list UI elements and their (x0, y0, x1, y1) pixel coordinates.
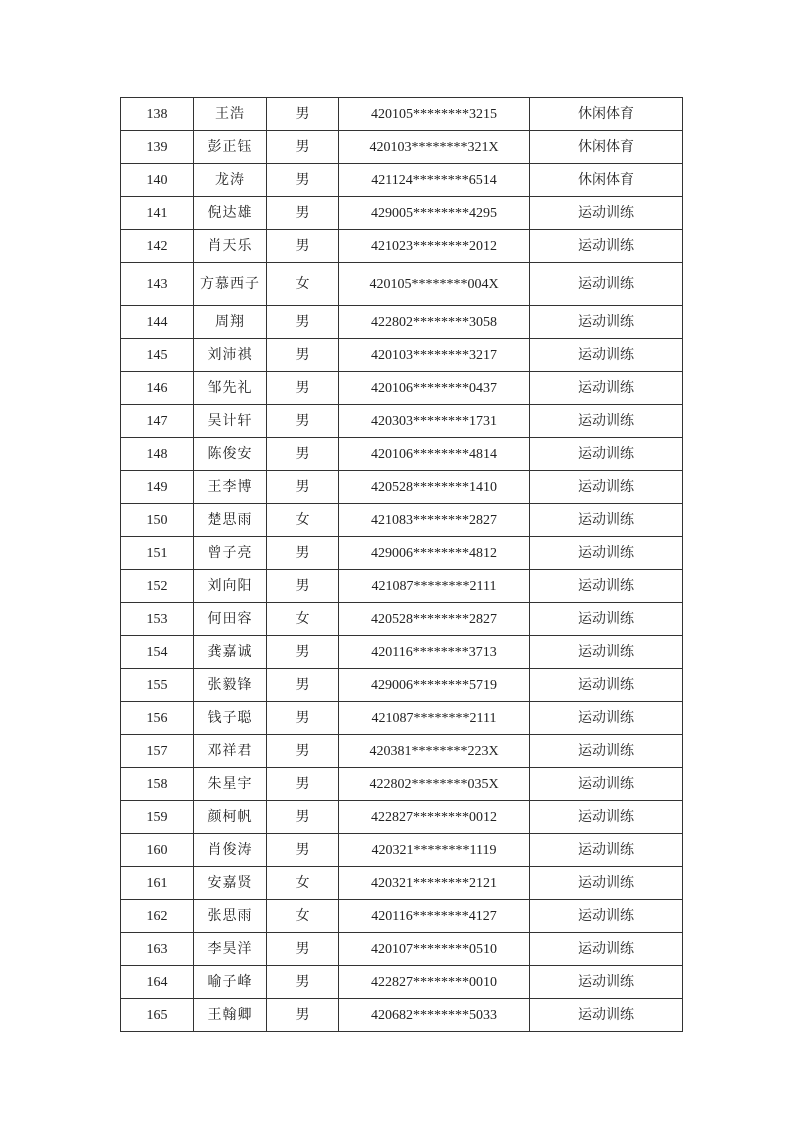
gender-cell: 男 (267, 768, 339, 801)
major-cell: 运动训练 (530, 999, 683, 1032)
student-name: 朱星宇 (194, 768, 267, 801)
student-name: 张思雨 (194, 900, 267, 933)
table-row (121, 999, 683, 1032)
row-number: 160 (121, 834, 194, 867)
gender-cell: 男 (267, 197, 339, 230)
id-number: 429006********5719 (339, 669, 530, 702)
gender-cell: 男 (267, 537, 339, 570)
row-number: 147 (121, 405, 194, 438)
major-cell: 运动训练 (530, 636, 683, 669)
major-cell: 运动训练 (530, 230, 683, 263)
student-name: 刘沛祺 (194, 339, 267, 372)
table-row (121, 230, 683, 263)
student-name: 倪达雄 (194, 197, 267, 230)
table-row (121, 735, 683, 768)
row-number: 157 (121, 735, 194, 768)
id-number: 421124********6514 (339, 164, 530, 197)
row-number: 151 (121, 537, 194, 570)
major-cell: 运动训练 (530, 405, 683, 438)
gender-cell: 男 (267, 999, 339, 1032)
row-number: 154 (121, 636, 194, 669)
gender-cell: 男 (267, 801, 339, 834)
id-number: 420381********223X (339, 735, 530, 768)
id-number: 420106********0437 (339, 372, 530, 405)
gender-cell: 男 (267, 405, 339, 438)
id-number: 429005********4295 (339, 197, 530, 230)
id-number: 420103********3217 (339, 339, 530, 372)
row-number: 138 (121, 98, 194, 131)
student-name: 李昊洋 (194, 933, 267, 966)
gender-cell: 男 (267, 131, 339, 164)
major-cell: 运动训练 (530, 438, 683, 471)
major-cell: 运动训练 (530, 834, 683, 867)
student-name: 王翰卿 (194, 999, 267, 1032)
id-number: 420103********321X (339, 131, 530, 164)
student-name: 吴计轩 (194, 405, 267, 438)
major-cell: 运动训练 (530, 197, 683, 230)
gender-cell: 男 (267, 98, 339, 131)
id-number: 420303********1731 (339, 405, 530, 438)
table-row (121, 669, 683, 702)
row-number: 144 (121, 306, 194, 339)
student-name: 楚思雨 (194, 504, 267, 537)
table-row (121, 768, 683, 801)
id-number: 421087********2111 (339, 702, 530, 735)
row-number: 164 (121, 966, 194, 999)
gender-cell: 女 (267, 900, 339, 933)
roster-body (121, 98, 683, 1032)
student-name: 王李博 (194, 471, 267, 504)
row-number: 165 (121, 999, 194, 1032)
gender-cell: 男 (267, 372, 339, 405)
table-row (121, 98, 683, 131)
major-cell: 运动训练 (530, 669, 683, 702)
id-number: 429006********4812 (339, 537, 530, 570)
major-cell: 运动训练 (530, 900, 683, 933)
gender-cell: 女 (267, 867, 339, 900)
row-number: 143 (121, 263, 194, 306)
row-number: 152 (121, 570, 194, 603)
major-cell: 运动训练 (530, 504, 683, 537)
gender-cell: 男 (267, 735, 339, 768)
gender-cell: 男 (267, 933, 339, 966)
table-row (121, 570, 683, 603)
gender-cell: 男 (267, 471, 339, 504)
major-cell: 运动训练 (530, 372, 683, 405)
row-number: 141 (121, 197, 194, 230)
student-name: 何田容 (194, 603, 267, 636)
row-number: 163 (121, 933, 194, 966)
row-number: 158 (121, 768, 194, 801)
major-cell: 运动训练 (530, 735, 683, 768)
student-name: 龚嘉诚 (194, 636, 267, 669)
id-number: 420682********5033 (339, 999, 530, 1032)
table-row (121, 372, 683, 405)
gender-cell: 男 (267, 438, 339, 471)
row-number: 155 (121, 669, 194, 702)
major-cell: 运动训练 (530, 603, 683, 636)
student-name: 张毅锋 (194, 669, 267, 702)
table-row (121, 131, 683, 164)
gender-cell: 男 (267, 339, 339, 372)
id-number: 420528********1410 (339, 471, 530, 504)
gender-cell: 女 (267, 504, 339, 537)
major-cell: 运动训练 (530, 306, 683, 339)
id-number: 422802********035X (339, 768, 530, 801)
id-number: 421083********2827 (339, 504, 530, 537)
id-number: 420107********0510 (339, 933, 530, 966)
row-number: 162 (121, 900, 194, 933)
table-row (121, 197, 683, 230)
major-cell: 休闲体育 (530, 131, 683, 164)
gender-cell: 男 (267, 702, 339, 735)
gender-cell: 男 (267, 669, 339, 702)
major-cell: 运动训练 (530, 471, 683, 504)
id-number: 420528********2827 (339, 603, 530, 636)
major-cell: 运动训练 (530, 966, 683, 999)
table-row (121, 636, 683, 669)
student-name: 邹先礼 (194, 372, 267, 405)
student-name: 肖俊涛 (194, 834, 267, 867)
id-number: 421087********2111 (339, 570, 530, 603)
row-number: 146 (121, 372, 194, 405)
id-number: 420116********4127 (339, 900, 530, 933)
id-number: 420321********2121 (339, 867, 530, 900)
table-row (121, 339, 683, 372)
student-roster-table (120, 97, 683, 1032)
id-number: 420116********3713 (339, 636, 530, 669)
id-number: 422827********0010 (339, 966, 530, 999)
table-row (121, 867, 683, 900)
gender-cell: 男 (267, 306, 339, 339)
major-cell: 休闲体育 (530, 98, 683, 131)
id-number: 420105********004X (339, 263, 530, 306)
table-row (121, 504, 683, 537)
major-cell: 运动训练 (530, 339, 683, 372)
row-number: 145 (121, 339, 194, 372)
row-number: 161 (121, 867, 194, 900)
student-name: 陈俊安 (194, 438, 267, 471)
gender-cell: 男 (267, 834, 339, 867)
student-name: 钱子聪 (194, 702, 267, 735)
student-name: 喻子峰 (194, 966, 267, 999)
row-number: 150 (121, 504, 194, 537)
id-number: 422802********3058 (339, 306, 530, 339)
major-cell: 运动训练 (530, 263, 683, 306)
major-cell: 休闲体育 (530, 164, 683, 197)
major-cell: 运动训练 (530, 933, 683, 966)
student-name: 曾子亮 (194, 537, 267, 570)
table-row (121, 164, 683, 197)
table-row (121, 933, 683, 966)
row-number: 140 (121, 164, 194, 197)
table-row (121, 801, 683, 834)
table-row (121, 537, 683, 570)
student-name: 王浩 (194, 98, 267, 131)
table-row (121, 702, 683, 735)
table-row (121, 471, 683, 504)
major-cell: 运动训练 (530, 801, 683, 834)
major-cell: 运动训练 (530, 867, 683, 900)
student-name: 彭正钰 (194, 131, 267, 164)
id-number: 422827********0012 (339, 801, 530, 834)
gender-cell: 男 (267, 966, 339, 999)
row-number: 139 (121, 131, 194, 164)
row-number: 159 (121, 801, 194, 834)
id-number: 421023********2012 (339, 230, 530, 263)
table-row (121, 900, 683, 933)
gender-cell: 女 (267, 263, 339, 306)
major-cell: 运动训练 (530, 570, 683, 603)
gender-cell: 男 (267, 230, 339, 263)
id-number: 420321********1119 (339, 834, 530, 867)
id-number: 420105********3215 (339, 98, 530, 131)
table-row (121, 966, 683, 999)
student-name: 安嘉贤 (194, 867, 267, 900)
gender-cell: 男 (267, 636, 339, 669)
table-row (121, 834, 683, 867)
student-name: 颜柯帆 (194, 801, 267, 834)
student-name: 龙涛 (194, 164, 267, 197)
gender-cell: 男 (267, 570, 339, 603)
student-name: 肖天乐 (194, 230, 267, 263)
table-row (121, 603, 683, 636)
row-number: 148 (121, 438, 194, 471)
table-row (121, 306, 683, 339)
student-name: 邓祥君 (194, 735, 267, 768)
row-number: 149 (121, 471, 194, 504)
major-cell: 运动训练 (530, 537, 683, 570)
student-name: 方慕西子 (194, 263, 267, 306)
gender-cell: 男 (267, 164, 339, 197)
table-row (121, 405, 683, 438)
row-number: 156 (121, 702, 194, 735)
student-name: 刘向阳 (194, 570, 267, 603)
table-row (121, 438, 683, 471)
row-number: 153 (121, 603, 194, 636)
id-number: 420106********4814 (339, 438, 530, 471)
table-row (121, 263, 683, 306)
gender-cell: 女 (267, 603, 339, 636)
student-name: 周翔 (194, 306, 267, 339)
major-cell: 运动训练 (530, 702, 683, 735)
major-cell: 运动训练 (530, 768, 683, 801)
row-number: 142 (121, 230, 194, 263)
